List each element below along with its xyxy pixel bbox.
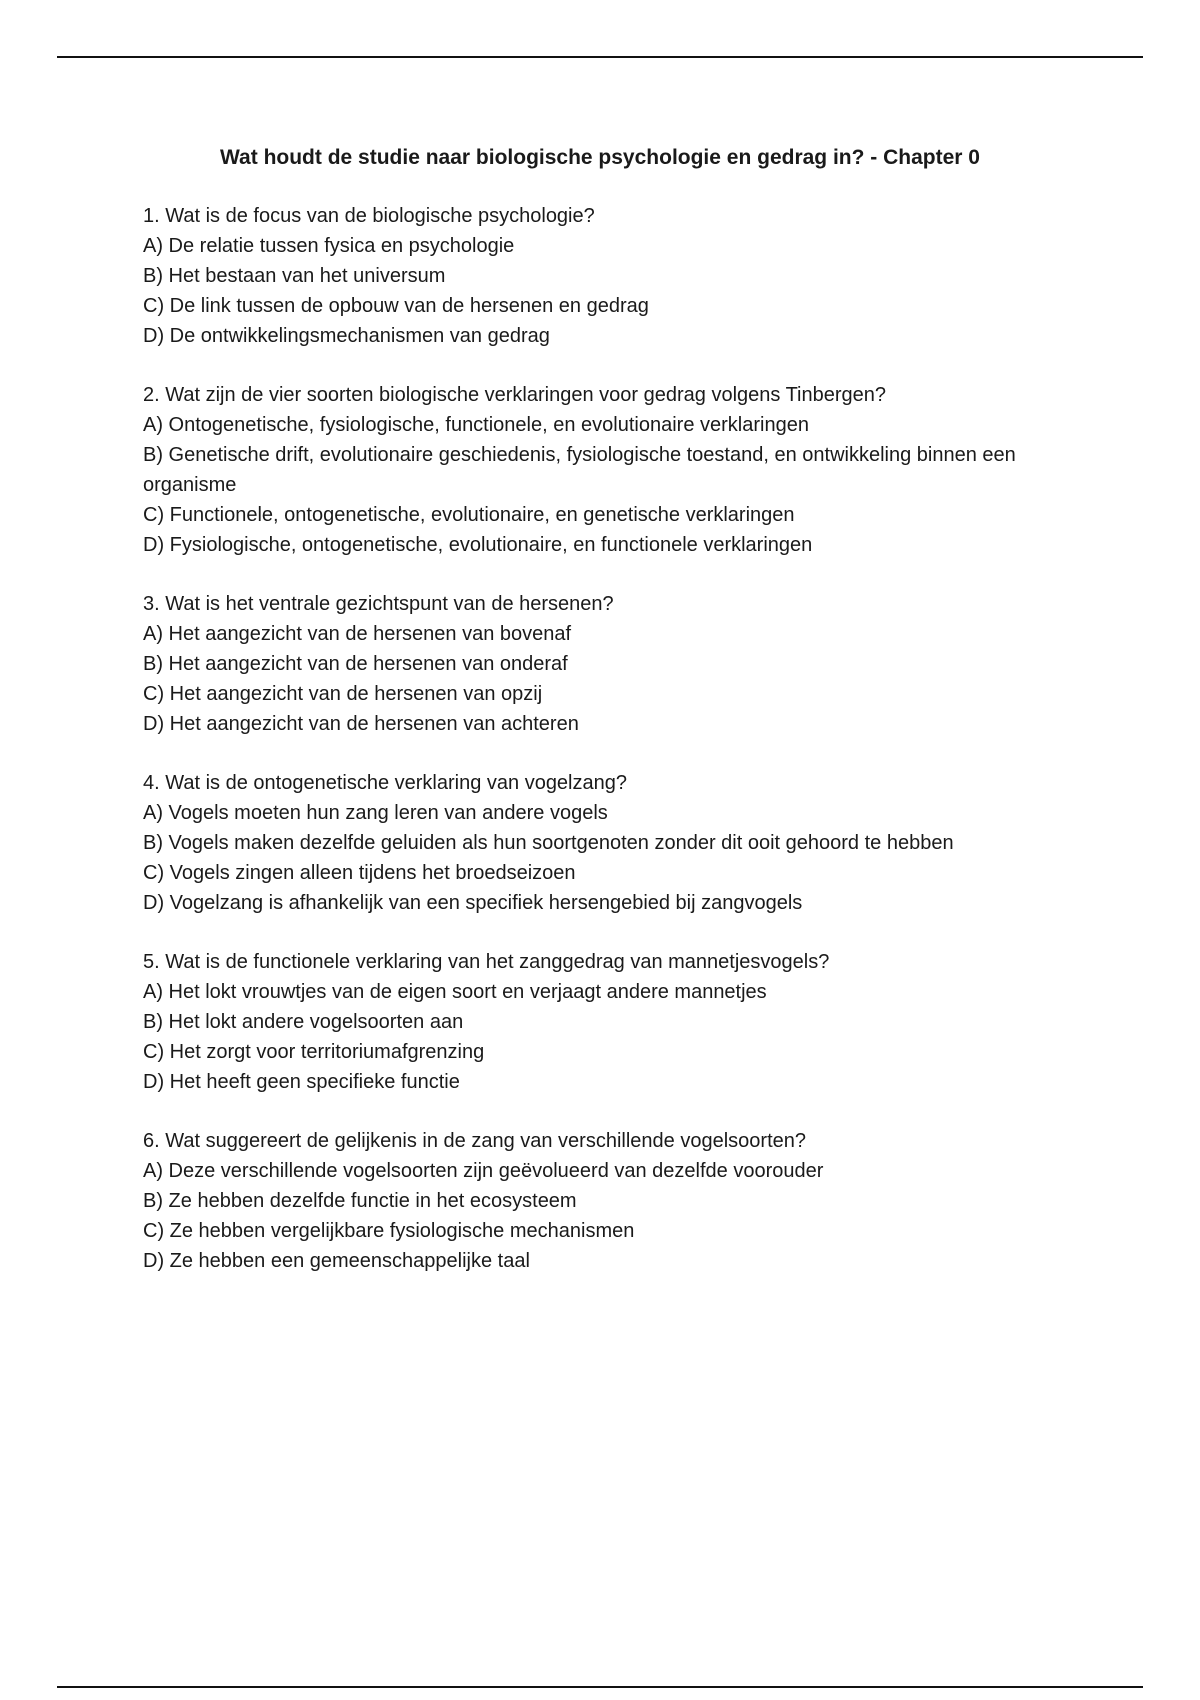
answer-option-d: D) De ontwikkelingsmechanismen van gedrag: [143, 325, 550, 347]
answer-option-c: C) Vogels zingen alleen tijdens het broedseizoen: [143, 862, 576, 884]
answer-option-b: B) Genetische drift, evolutionaire geschiedenis, fysiologische toestand, en ontwikkeling binnen een organisme: [143, 444, 1016, 496]
answer-option-a: A) De relatie tussen fysica en psychologie: [143, 235, 515, 257]
question-text: 1. Wat is de focus van de biologische psychologie?: [143, 205, 595, 227]
answer-option-c: C) Functionele, ontogenetische, evolutionaire, en genetische verklaringen: [143, 504, 795, 526]
answer-option-c: C) Ze hebben vergelijkbare fysiologische mechanismen: [143, 1220, 635, 1242]
question-3: [143, 589, 1063, 739]
answer-option-a: A) Het lokt vrouwtjes van de eigen soort en verjaagt andere mannetjes: [143, 981, 767, 1003]
answer-option-b: B) Ze hebben dezelfde functie in het ecosysteem: [143, 1190, 577, 1212]
question-text: 5. Wat is de functionele verklaring van het zanggedrag van mannetjesvogels?: [143, 951, 830, 973]
answer-option-a: A) Deze verschillende vogelsoorten zijn geëvolueerd van dezelfde voorouder: [143, 1160, 824, 1182]
question-list: [143, 201, 1063, 1305]
answer-option-d: D) Ze hebben een gemeenschappelijke taal: [143, 1250, 530, 1272]
question-1: [143, 201, 1063, 351]
question-text: 4. Wat is de ontogenetische verklaring van vogelzang?: [143, 772, 627, 794]
answer-option-d: D) Het aangezicht van de hersenen van achteren: [143, 713, 579, 735]
question-text: 2. Wat zijn de vier soorten biologische verklaringen voor gedrag volgens Tinbergen?: [143, 384, 887, 406]
answer-option-c: C) Het aangezicht van de hersenen van opzij: [143, 683, 543, 705]
answer-option-d: D) Vogelzang is afhankelijk van een specifiek hersengebied bij zangvogels: [143, 892, 803, 914]
question-5: [143, 947, 1063, 1097]
answer-option-a: A) Het aangezicht van de hersenen van bovenaf: [143, 623, 572, 645]
question-6: [143, 1126, 1063, 1276]
question-text: 6. Wat suggereert de gelijkenis in de zang van verschillende vogelsoorten?: [143, 1130, 806, 1152]
footer-rule: [57, 1686, 1143, 1688]
answer-option-d: D) Het heeft geen specifieke functie: [143, 1071, 460, 1093]
answer-option-b: B) Vogels maken dezelfde geluiden als hun soortgenoten zonder dit ooit gehoord te hebben: [143, 832, 954, 854]
answer-option-b: B) Het bestaan van het universum: [143, 265, 446, 287]
question-2: [143, 380, 1063, 560]
question-text: 3. Wat is het ventrale gezichtspunt van de hersenen?: [143, 593, 614, 615]
header-rule: [57, 56, 1143, 58]
document-title: Wat houdt de studie naar biologische psychologie en gedrag in? - Chapter 0: [220, 146, 980, 169]
answer-option-a: A) Vogels moeten hun zang leren van andere vogels: [143, 802, 608, 824]
answer-option-c: C) Het zorgt voor territoriumafgrenzing: [143, 1041, 485, 1063]
answer-option-b: B) Het aangezicht van de hersenen van onderaf: [143, 653, 568, 675]
answer-option-d: D) Fysiologische, ontogenetische, evolutionaire, en functionele verklaringen: [143, 534, 813, 556]
answer-option-a: A) Ontogenetische, fysiologische, functionele, en evolutionaire verklaringen: [143, 414, 809, 436]
question-4: [143, 768, 1063, 918]
answer-option-b: B) Het lokt andere vogelsoorten aan: [143, 1011, 464, 1033]
answer-option-c: C) De link tussen de opbouw van de hersenen en gedrag: [143, 295, 649, 317]
